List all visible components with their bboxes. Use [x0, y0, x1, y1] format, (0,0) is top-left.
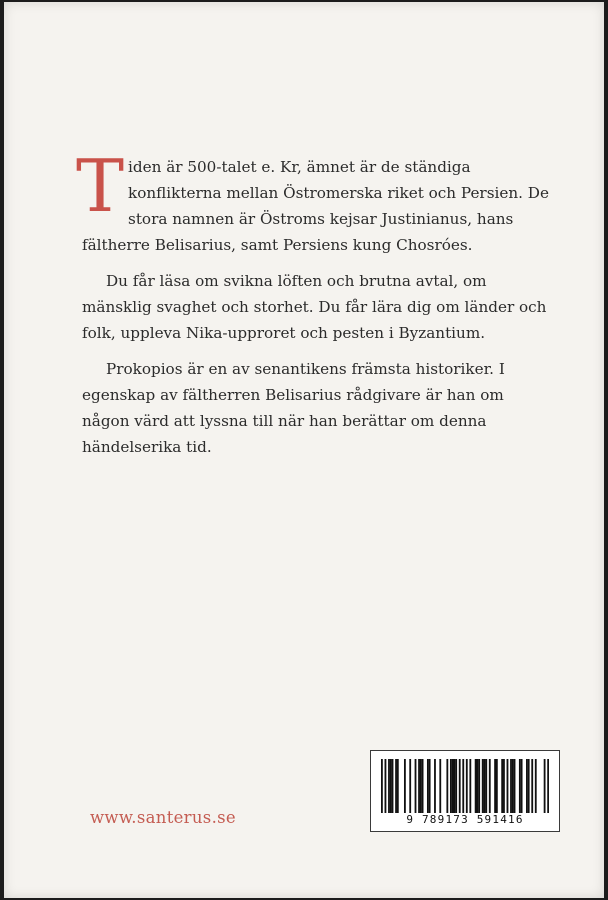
back-cover [4, 2, 604, 898]
barcode-bar [459, 759, 461, 813]
barcode-bar [521, 759, 523, 813]
barcode-bar [544, 759, 546, 813]
barcode-bar [466, 759, 468, 813]
barcode-bar [388, 759, 390, 813]
isbn-barcode [370, 750, 560, 832]
barcode-bar [514, 759, 516, 813]
barcode-bar [429, 759, 431, 813]
barcode-bar [450, 759, 452, 813]
barcode-bar [434, 759, 436, 813]
barcode-bar [454, 759, 456, 813]
barcode-bar [469, 759, 471, 813]
barcode-bar [528, 759, 530, 813]
barcode-bar [475, 759, 477, 813]
barcode-bar [462, 759, 464, 813]
barcode-bar [494, 759, 496, 813]
barcode-bar [535, 759, 537, 813]
barcode-bar [476, 759, 478, 813]
barcode-bar [397, 759, 399, 813]
blurb-paragraph-1 [76, 144, 550, 258]
barcode-bar [409, 759, 411, 813]
barcode-bar [531, 759, 533, 813]
barcode-bar [446, 759, 448, 813]
barcode-bar [482, 759, 484, 813]
barcode-bar [404, 759, 406, 813]
barcode-bar [510, 759, 512, 813]
barcode-bar [496, 759, 498, 813]
barcode-bar [420, 759, 422, 813]
barcode-bar [485, 759, 487, 813]
barcode-bar [501, 759, 503, 813]
barcode-bar [519, 759, 521, 813]
blurb-paragraph-1-text: iden är 500-talet e. Kr, ämnet är de ständiga konflikterna mellan Östromerska riket och Persien. De stora namnen är Östroms kejsar Justinianus, hans fältherre Belisarius, samt Persiens kung Chosróes. [82, 158, 549, 254]
barcode-bars-icon [381, 759, 549, 813]
barcode-bar [484, 759, 486, 813]
isbn-number: 9 789173 591416 [406, 813, 524, 826]
barcode-bar [392, 759, 394, 813]
barcode-bar [507, 759, 509, 813]
barcode-bar [452, 759, 454, 813]
barcode-bar [503, 759, 505, 813]
barcode-bar [526, 759, 528, 813]
barcode-bar [489, 759, 491, 813]
barcode-bar [418, 759, 420, 813]
barcode-bar [512, 759, 514, 813]
barcode-bar [390, 759, 392, 813]
barcode-bar [415, 759, 417, 813]
barcode-bar [422, 759, 424, 813]
barcode-bar [455, 759, 457, 813]
barcode-bar [427, 759, 429, 813]
barcode-bar [547, 759, 549, 813]
barcode-bar [381, 759, 383, 813]
barcode-bar [439, 759, 441, 813]
barcode-bar [395, 759, 397, 813]
publisher-website: www.santerus.se [90, 808, 236, 827]
blurb-paragraph-2: Du får läsa om svikna löften och brutna avtal, om mänsklig svaghet och storhet. Du får lära dig om länder och folk, uppleva Nika-upproret och pesten i Byzantium. [82, 272, 547, 342]
barcode-bar [385, 759, 387, 813]
blurb-paragraph-3: Prokopios är en av senantikens främsta historiker. I egenskap av fältherren Belisarius rådgivare är han om någon värd att lyssna till när han berättar om denna händelserika tid. [82, 360, 505, 456]
barcode-bar [478, 759, 480, 813]
blurb-text [76, 144, 550, 470]
drop-cap-letter: T [76, 144, 125, 228]
